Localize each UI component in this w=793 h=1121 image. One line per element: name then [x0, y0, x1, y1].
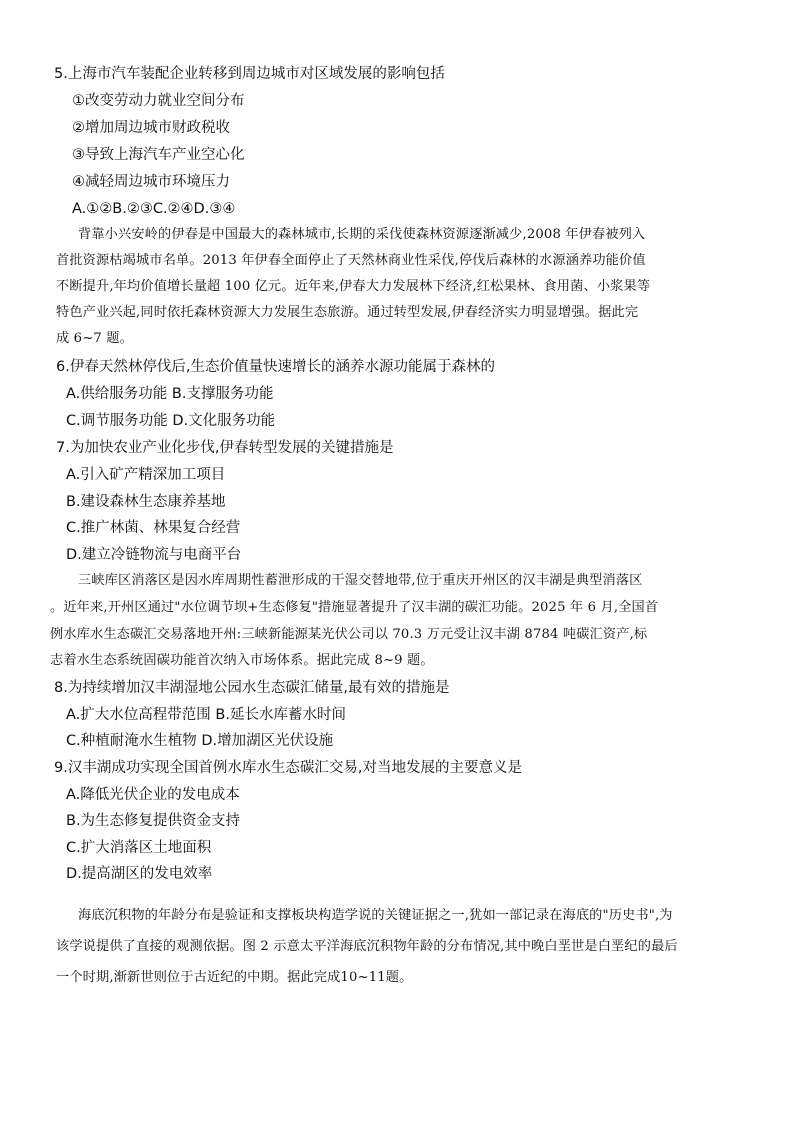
q7-option-b: B.建设森林生态康养基地 — [66, 494, 226, 510]
q5-choices: A.①②B.②③C.②④D.③④ — [72, 201, 236, 217]
q7-option-a: A.引入矿产精深加工项目 — [66, 467, 226, 483]
q8-stem: 8.为持续增加汉丰湖湿地公园水生态碳汇储量,最有效的措施是 — [54, 680, 450, 696]
q9-option-b: B.为生态修复提供资金支持 — [66, 813, 241, 829]
passage1-line-1: 背靠小兴安岭的伊春是中国最大的森林城市,长期的采伐使森林资源逐渐减少,2008 年伊春被列入 — [78, 227, 646, 242]
passage2-line-2: 。近年来,开州区通过"水位调节坝+生态修复"措施显著提升了汉丰湖的碳汇功能。2025 年 6 月,全国首 — [50, 600, 659, 615]
q6-stem: 6.伊春天然林停伐后,生态价值量快速增长的涵养水源功能属于森林的 — [56, 359, 495, 375]
q5-item-1: ①改变劳动力就业空间分布 — [72, 93, 245, 109]
q9-option-c: C.扩大消落区土地面积 — [66, 840, 212, 856]
passage3-line-3: 一个时期,渐新世则位于古近纪的中期。据此完成10~11题。 — [56, 970, 413, 985]
q9-option-d: D.提高湖区的发电效率 — [66, 866, 213, 882]
q7-stem: 7.为加快农业产业化步伐,伊春转型发展的关键措施是 — [56, 440, 394, 456]
q5-item-3: ③导致上海汽车产业空心化 — [72, 147, 245, 163]
q7-option-d: D.建立冷链物流与电商平台 — [66, 547, 242, 563]
passage2-line-4: 志着水生态系统固碳功能首次纳入市场体系。据此完成 8~9 题。 — [50, 653, 434, 668]
q8-options-2: C.种植耐淹水生植物 D.增加湖区光伏设施 — [66, 733, 334, 749]
q9-option-a: A.降低光伏企业的发电成本 — [66, 787, 240, 803]
q5-stem: 5.上海市汽车装配企业转移到周边城市对区域发展的影响包括 — [54, 66, 445, 82]
passage3-line-1: 海底沉积物的年龄分布是验证和支撑板块构造学说的关键证据之一,犹如一部记录在海底的"历史书",为 — [78, 908, 673, 923]
q6-options-2: C.调节服务功能 D.文化服务功能 — [66, 413, 276, 429]
passage2-line-1: 三峡库区消落区是因水库周期性蓄泄形成的干湿交替地带,位于重庆开州区的汉丰湖是典型消落区 — [78, 573, 643, 588]
q9-stem: 9.汉丰湖成功实现全国首例水库水生态碳汇交易,对当地发展的主要意义是 — [54, 760, 522, 776]
passage2-line-3: 例水库水生态碳汇交易落地开州:三峡新能源某光伏公司以 70.3 万元受让汉丰湖 8784 吨碳汇资产,标 — [50, 627, 648, 642]
passage3-line-2: 该学说提供了直接的观测依据。图 2 示意太平洋海底沉积物年龄的分布情况,其中晚白垩世是白垩纪的最后 — [56, 939, 678, 954]
q7-option-c: C.推广林菌、林果复合经营 — [66, 520, 241, 536]
passage1-line-3: 不断提升,年均价值增长量超 100 亿元。近年来,伊春大力发展林下经济,红松果林、食用菌、小浆果等 — [56, 279, 651, 294]
q6-options-1: A.供给服务功能 B.支撑服务功能 — [66, 386, 274, 402]
q8-options-1: A.扩大水位高程带范围 B.延长水库蓄水时间 — [66, 707, 346, 723]
passage1-line-4: 特色产业兴起,同时依托森林资源大力发展生态旅游。通过转型发展,伊春经济实力明显增强。据此完 — [56, 305, 639, 320]
passage1-line-2: 首批资源枯竭城市名单。2013 年伊春全面停止了天然林商业性采伐,停伐后森林的水源涵养功能价值 — [56, 253, 646, 268]
passage1-line-5: 成 6~7 题。 — [56, 331, 133, 346]
q5-item-2: ②增加周边城市财政税收 — [72, 120, 230, 136]
q5-item-4: ④减轻周边城市环境压力 — [72, 174, 230, 190]
